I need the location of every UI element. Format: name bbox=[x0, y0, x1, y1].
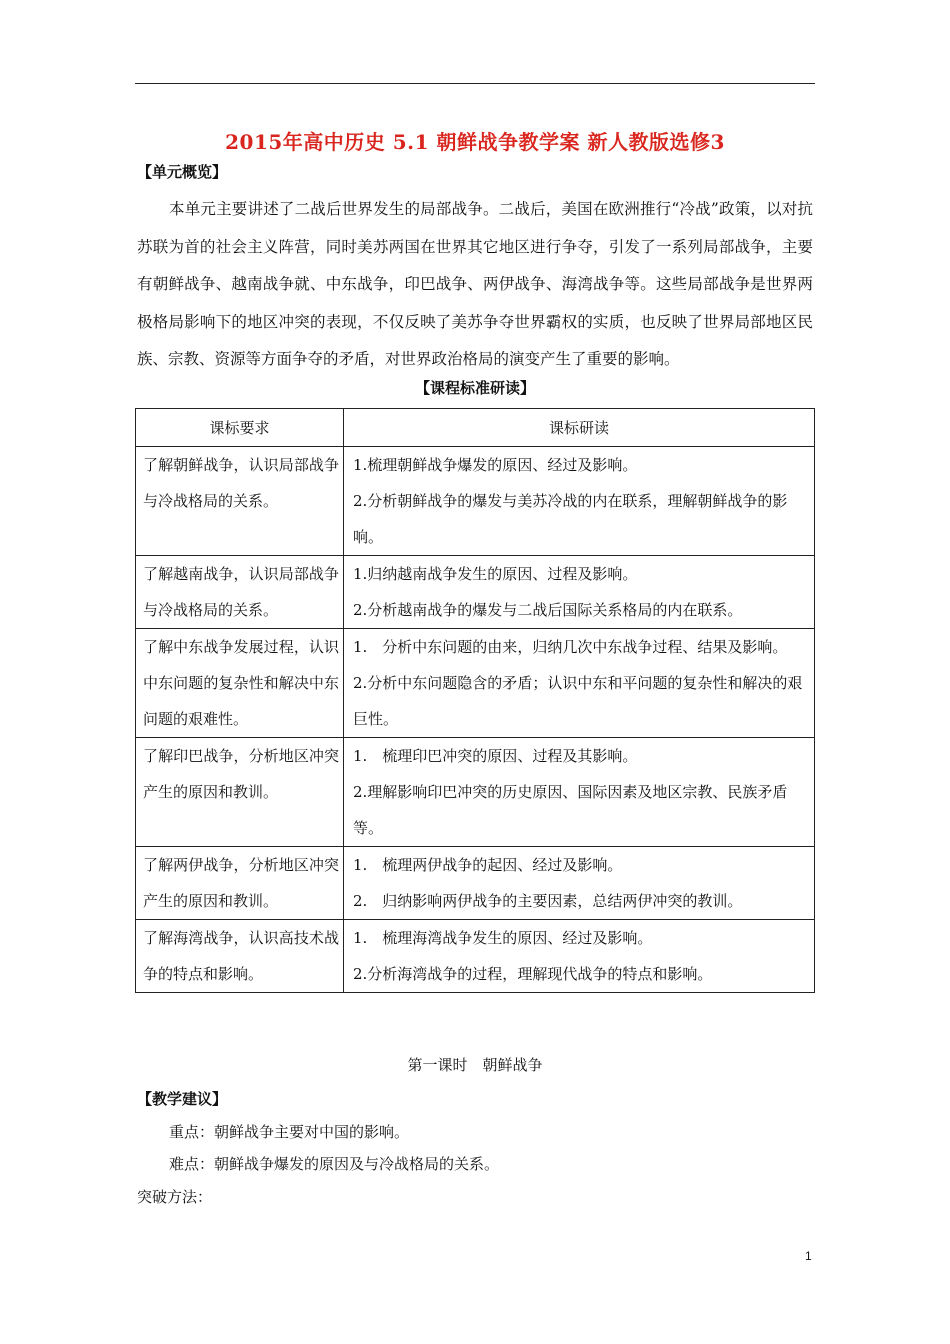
table-row bbox=[136, 629, 815, 738]
interpretation-item: 2.分析朝鲜战争的爆发与美苏冷战的内在联系，理解朝鲜战争的影响。 bbox=[353, 492, 788, 546]
table-row bbox=[136, 920, 815, 993]
interpretation-item: 2.分析海湾战争的过程，理解现代战争的特点和影响。 bbox=[353, 965, 713, 983]
page-number: 1 bbox=[805, 1249, 812, 1263]
interpretation-item: 2.分析越南战争的爆发与二战后国际关系格局的内在联系。 bbox=[353, 601, 743, 619]
document-title: 2015年高中历史 5.1 朝鲜战争教学案 新人教版选修3 bbox=[225, 130, 725, 154]
requirement-cell: 了解中东战争发展过程，认识中东问题的复杂性和解决中东问题的艰难性。 bbox=[136, 629, 344, 738]
requirement-cell: 了解海湾战争，认识高技术战争的特点和影响。 bbox=[136, 920, 344, 993]
interpretation-cell bbox=[344, 738, 815, 847]
col-header-interpretation: 课标研读 bbox=[344, 409, 815, 447]
interpretation-item: 1. 分析中东问题的由来，归纳几次中东战争过程、结果及影响。 bbox=[353, 638, 788, 656]
interpretation-item: 1.归纳越南战争发生的原因、过程及影响。 bbox=[353, 565, 638, 583]
teaching-heading: 【教学建议】 bbox=[137, 1090, 228, 1108]
interpretation-cell bbox=[344, 556, 815, 629]
table-row bbox=[136, 847, 815, 920]
interpretation-item: 2.分析中东问题隐含的矛盾；认识中东和平问题的复杂性和解决的艰巨性。 bbox=[353, 674, 803, 728]
interpretation-item: 2. 归纳影响两伊战争的主要因素，总结两伊冲突的教训。 bbox=[353, 892, 743, 910]
unit-overview-text: 本单元主要讲述了二战后世界发生的局部战争。二战后，美国在欧洲推行“冷战”政策，以对抗苏联为首的社会主义阵营，同时美苏两国在世界其它地区进行争夺，引发了一系列局部战争，主要有朝鲜战争、越南战争就、中东战争，印巴战争、两伊战争、海湾战争等。这些局部战争是世界两极格局影响下的地区冲突的表现，不仅反映了美苏争夺世界霸权的实质，也反映了世界局部地区民族、宗教、资源等方面争夺的矛盾，对世界政治格局的演变产生了重要的影响。 bbox=[137, 200, 813, 368]
interpretation-item: 2.理解影响印巴冲突的历史原因、国际因素及地区宗教、民族矛盾等。 bbox=[353, 783, 788, 837]
interpretation-item: 1. 梳理两伊战争的起因、经过及影响。 bbox=[353, 856, 623, 874]
header-rule bbox=[135, 83, 815, 84]
col-header-requirement: 课标要求 bbox=[136, 409, 344, 447]
table-row bbox=[136, 447, 815, 556]
interpretation-cell bbox=[344, 447, 815, 556]
key-point: 重点：朝鲜战争主要对中国的影响。 bbox=[169, 1123, 410, 1141]
difficulty-point: 难点：朝鲜战争爆发的原因及与冷战格局的关系。 bbox=[169, 1155, 500, 1173]
table-header-row bbox=[136, 409, 815, 447]
interpretation-item: 1. 梳理海湾战争发生的原因、经过及影响。 bbox=[353, 929, 653, 947]
table-row bbox=[136, 556, 815, 629]
interpretation-cell bbox=[344, 629, 815, 738]
table-row bbox=[136, 738, 815, 847]
lesson-title: 第一课时 朝鲜战争 bbox=[407, 1056, 543, 1074]
curriculum-heading: 【课程标准研读】 bbox=[414, 379, 535, 397]
interpretation-item: 1.梳理朝鲜战争爆发的原因、经过及影响。 bbox=[353, 456, 638, 474]
interpretation-cell bbox=[344, 847, 815, 920]
interpretation-cell bbox=[344, 920, 815, 993]
method-label: 突破方法： bbox=[137, 1188, 213, 1206]
requirement-cell: 了解两伊战争，分析地区冲突产生的原因和教训。 bbox=[136, 847, 344, 920]
requirement-cell: 了解朝鲜战争，认识局部战争与冷战格局的关系。 bbox=[136, 447, 344, 556]
curriculum-table bbox=[135, 408, 815, 993]
unit-overview-heading: 【单元概览】 bbox=[137, 163, 228, 181]
requirement-cell: 了解越南战争，认识局部战争与冷战格局的关系。 bbox=[136, 556, 344, 629]
requirement-cell: 了解印巴战争，分析地区冲突产生的原因和教训。 bbox=[136, 738, 344, 847]
interpretation-item: 1. 梳理印巴冲突的原因、过程及其影响。 bbox=[353, 747, 638, 765]
